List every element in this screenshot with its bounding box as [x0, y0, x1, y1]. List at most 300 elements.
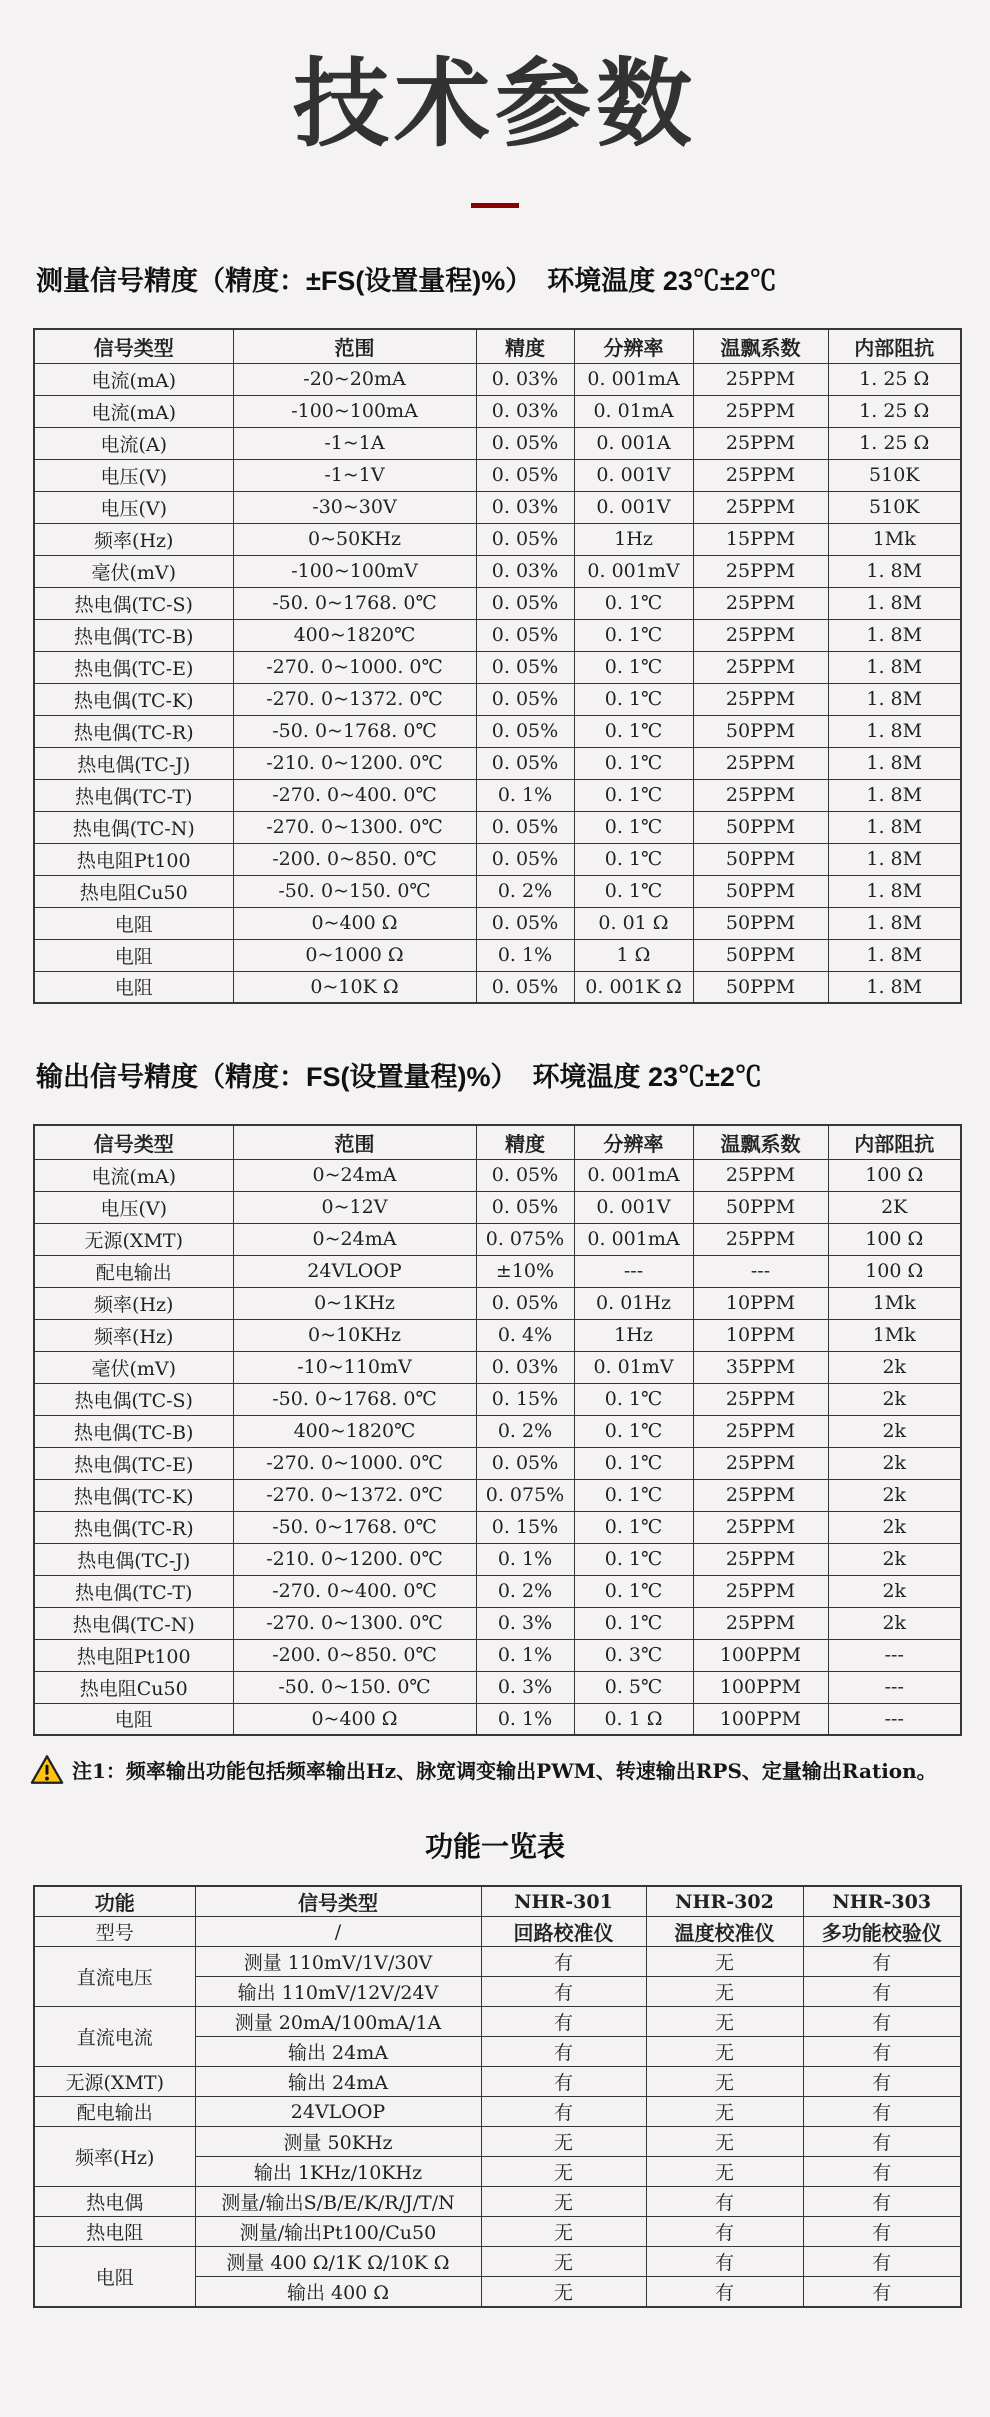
table-row — [34, 1607, 961, 1639]
table-cell: 热电偶(TC-B) — [34, 1415, 233, 1447]
table-cell: 1. 8M — [828, 811, 961, 843]
table-cell: 25PPM — [693, 1447, 828, 1479]
table-cell: 有 — [803, 2007, 961, 2037]
table-cell: 热电偶(TC-E) — [34, 651, 233, 683]
table-cell: 0. 075% — [476, 1479, 574, 1511]
table-cell: 25PPM — [693, 747, 828, 779]
table-cell: 510K — [828, 459, 961, 491]
table-cell: 1Mk — [828, 523, 961, 555]
table-row — [34, 2247, 961, 2277]
table-cell: 25PPM — [693, 1383, 828, 1415]
table-cell: 100PPM — [693, 1703, 828, 1735]
table-row — [34, 779, 961, 811]
table-cell: 0. 001V — [574, 1191, 693, 1223]
table-cell: 0. 1℃ — [574, 747, 693, 779]
table-cell: 400~1820℃ — [233, 1415, 476, 1447]
table-cell: 0. 3% — [476, 1607, 574, 1639]
measure-table-header-row — [34, 329, 961, 363]
table-cell: 0. 3% — [476, 1671, 574, 1703]
table-row — [34, 875, 961, 907]
table-cell: 无 — [646, 1947, 803, 1977]
table-cell: 1Mk — [828, 1319, 961, 1351]
table-cell: 2k — [828, 1511, 961, 1543]
table-cell: -30~30V — [233, 491, 476, 523]
note-1 — [30, 1754, 990, 1785]
table-cell: 1. 8M — [828, 875, 961, 907]
table-row — [34, 1255, 961, 1287]
table-cell: 有 — [646, 2277, 803, 2307]
table-cell: 50PPM — [693, 875, 828, 907]
table-cell: 0. 1℃ — [574, 1415, 693, 1447]
function-group-cell: 热电阻 — [34, 2217, 195, 2247]
table-cell: 100 Ω — [828, 1255, 961, 1287]
table-cell: 0~400 Ω — [233, 1703, 476, 1735]
table-cell: 0. 1℃ — [574, 587, 693, 619]
table-cell: 电流(mA) — [34, 395, 233, 427]
functions-table-subheader-row — [34, 1917, 961, 1947]
table-cell: 无 — [481, 2277, 646, 2307]
table-cell: 热电偶(TC-J) — [34, 747, 233, 779]
table-row — [34, 1159, 961, 1191]
table-cell: 1Mk — [828, 1287, 961, 1319]
table-cell: 25PPM — [693, 555, 828, 587]
table-cell: 0. 1℃ — [574, 1607, 693, 1639]
table-cell: 0. 03% — [476, 1351, 574, 1383]
table-row — [34, 1415, 961, 1447]
table-row — [34, 587, 961, 619]
table-cell: 0. 1℃ — [574, 715, 693, 747]
table-cell: 无 — [481, 2247, 646, 2277]
table-cell: 电阻 — [34, 971, 233, 1003]
table-cell: 1. 8M — [828, 651, 961, 683]
table-cell: 0. 001mA — [574, 1223, 693, 1255]
table-cell: 0. 05% — [476, 587, 574, 619]
table-cell: 1 Ω — [574, 939, 693, 971]
table-cell: 1. 8M — [828, 555, 961, 587]
subheader-cell: 温度校准仪 — [646, 1917, 803, 1947]
output-section-heading: 输出信号精度（精度：FS(设置量程)%） 环境温度 23℃±2℃ — [36, 1062, 762, 1093]
table-cell: 25PPM — [693, 1543, 828, 1575]
table-row — [34, 683, 961, 715]
table-cell: -1~1A — [233, 427, 476, 459]
table-cell: 0~10K Ω — [233, 971, 476, 1003]
table-cell: 0. 05% — [476, 683, 574, 715]
table-cell: -270. 0~1300. 0℃ — [233, 811, 476, 843]
table-row — [34, 1447, 961, 1479]
function-group-cell: 频率(Hz) — [34, 2127, 195, 2187]
table-cell: 0. 03% — [476, 555, 574, 587]
table-cell: 0. 01Hz — [574, 1287, 693, 1319]
table-cell: 25PPM — [693, 1223, 828, 1255]
table-row — [34, 427, 961, 459]
table-cell: 2k — [828, 1575, 961, 1607]
table-cell: 有 — [481, 2067, 646, 2097]
table-cell: 0. 05% — [476, 651, 574, 683]
table-cell: 35PPM — [693, 1351, 828, 1383]
table-cell: 0. 01mV — [574, 1351, 693, 1383]
table-cell: -50. 0~1768. 0℃ — [233, 587, 476, 619]
table-cell: 0. 1℃ — [574, 651, 693, 683]
table-cell: 0. 1℃ — [574, 1575, 693, 1607]
table-cell: 0. 05% — [476, 907, 574, 939]
table-cell: 有 — [803, 2067, 961, 2097]
table-cell: 有 — [481, 2037, 646, 2067]
table-cell: 1. 8M — [828, 683, 961, 715]
table-cell: 0. 1℃ — [574, 1479, 693, 1511]
table-row — [34, 1511, 961, 1543]
table-row — [34, 363, 961, 395]
column-header: 分辨率 — [574, 329, 693, 363]
table-cell: 热电阻Pt100 — [34, 843, 233, 875]
table-cell: -270. 0~1372. 0℃ — [233, 683, 476, 715]
table-cell: 电阻 — [34, 907, 233, 939]
table-cell: 无 — [646, 1977, 803, 2007]
table-cell: 0. 15% — [476, 1383, 574, 1415]
table-cell: 0. 001V — [574, 491, 693, 523]
table-cell: 无 — [646, 2007, 803, 2037]
table-cell: 热电偶(TC-T) — [34, 1575, 233, 1607]
table-cell: 0. 1℃ — [574, 619, 693, 651]
table-cell: 输出 1KHz/10KHz — [195, 2157, 481, 2187]
column-header: NHR-303 — [803, 1886, 961, 1917]
table-row — [34, 843, 961, 875]
table-cell: 0. 5℃ — [574, 1671, 693, 1703]
table-cell: -50. 0~150. 0℃ — [233, 1671, 476, 1703]
table-cell: 有 — [803, 2157, 961, 2187]
column-header: 内部阻抗 — [828, 329, 961, 363]
table-cell: --- — [693, 1255, 828, 1287]
table-cell: 输出 400 Ω — [195, 2277, 481, 2307]
table-cell: 0. 1% — [476, 939, 574, 971]
functions-table-header-row — [34, 1886, 961, 1917]
table-cell: 0. 001V — [574, 459, 693, 491]
table-row — [34, 2127, 961, 2157]
table-cell: 0~50KHz — [233, 523, 476, 555]
table-cell: 输出 110mV/12V/24V — [195, 1977, 481, 2007]
table-row — [34, 939, 961, 971]
table-cell: -210. 0~1200. 0℃ — [233, 747, 476, 779]
table-cell: 热电偶(TC-J) — [34, 1543, 233, 1575]
table-cell: 有 — [481, 1947, 646, 1977]
table-row — [34, 907, 961, 939]
table-cell: 有 — [646, 2247, 803, 2277]
table-cell: 100 Ω — [828, 1223, 961, 1255]
column-header: NHR-301 — [481, 1886, 646, 1917]
table-cell: 0. 3℃ — [574, 1639, 693, 1671]
table-cell: 电流(mA) — [34, 1159, 233, 1191]
table-row — [34, 2007, 961, 2037]
table-cell: 有 — [481, 2097, 646, 2127]
table-cell: 50PPM — [693, 843, 828, 875]
table-cell: 100PPM — [693, 1671, 828, 1703]
table-cell: 0. 05% — [476, 1287, 574, 1319]
column-header: 分辨率 — [574, 1125, 693, 1159]
table-cell: 0. 15% — [476, 1511, 574, 1543]
table-cell: 0. 05% — [476, 459, 574, 491]
table-cell: 有 — [803, 2037, 961, 2067]
function-group-cell: 直流电流 — [34, 2007, 195, 2067]
table-cell: 25PPM — [693, 587, 828, 619]
table-cell: 有 — [803, 2097, 961, 2127]
table-cell: -270. 0~1000. 0℃ — [233, 1447, 476, 1479]
table-cell: 0. 1℃ — [574, 779, 693, 811]
table-cell: 热电偶(TC-K) — [34, 683, 233, 715]
table-cell: 无 — [646, 2037, 803, 2067]
function-group-cell: 直流电压 — [34, 1947, 195, 2007]
table-row — [34, 2067, 961, 2097]
table-row — [34, 2217, 961, 2247]
table-row — [34, 651, 961, 683]
table-cell: 无 — [481, 2187, 646, 2217]
table-cell: 50PPM — [693, 907, 828, 939]
table-cell: -270. 0~1372. 0℃ — [233, 1479, 476, 1511]
column-header: 信号类型 — [34, 329, 233, 363]
table-cell: 热电偶(TC-S) — [34, 587, 233, 619]
column-header: NHR-302 — [646, 1886, 803, 1917]
table-cell: 测量 50KHz — [195, 2127, 481, 2157]
table-row — [34, 1947, 961, 1977]
table-cell: 热电偶(TC-R) — [34, 1511, 233, 1543]
functions-section-heading: 功能一览表 — [424, 1831, 565, 1863]
table-cell: 0. 03% — [476, 491, 574, 523]
table-cell: 热电阻Cu50 — [34, 1671, 233, 1703]
table-cell: 1. 8M — [828, 971, 961, 1003]
table-cell: 2k — [828, 1447, 961, 1479]
table-cell: 频率(Hz) — [34, 1287, 233, 1319]
table-cell: 1. 8M — [828, 587, 961, 619]
table-cell: 测量/输出Pt100/Cu50 — [195, 2217, 481, 2247]
function-group-cell: 热电偶 — [34, 2187, 195, 2217]
table-cell: 0. 001K Ω — [574, 971, 693, 1003]
table-cell: 有 — [803, 2247, 961, 2277]
table-cell: 热电偶(TC-S) — [34, 1383, 233, 1415]
table-cell: 0. 05% — [476, 971, 574, 1003]
table-cell: 0. 001mA — [574, 363, 693, 395]
table-cell: --- — [828, 1639, 961, 1671]
table-cell: 无源(XMT) — [34, 1223, 233, 1255]
table-row — [34, 491, 961, 523]
table-cell: 有 — [803, 2127, 961, 2157]
table-cell: 频率(Hz) — [34, 1319, 233, 1351]
table-cell: 0. 1% — [476, 1639, 574, 1671]
table-cell: -270. 0~1300. 0℃ — [233, 1607, 476, 1639]
table-cell: 热电阻Pt100 — [34, 1639, 233, 1671]
table-cell: 热电偶(TC-K) — [34, 1479, 233, 1511]
table-cell: 0. 05% — [476, 811, 574, 843]
column-header: 内部阻抗 — [828, 1125, 961, 1159]
table-cell: 有 — [803, 1977, 961, 2007]
table-cell: 无 — [481, 2157, 646, 2187]
table-row — [34, 1319, 961, 1351]
table-cell: 0. 2% — [476, 1415, 574, 1447]
table-cell: 25PPM — [693, 491, 828, 523]
table-cell: 0. 05% — [476, 619, 574, 651]
table-row — [34, 747, 961, 779]
table-cell: 1. 8M — [828, 715, 961, 747]
table-cell: 50PPM — [693, 715, 828, 747]
table-cell: 0. 1% — [476, 1543, 574, 1575]
table-cell: 测量 110mV/1V/30V — [195, 1947, 481, 1977]
table-cell: 0. 001A — [574, 427, 693, 459]
table-row — [34, 1223, 961, 1255]
table-cell: 0. 05% — [476, 747, 574, 779]
table-cell: 1. 25 Ω — [828, 427, 961, 459]
title-underline-decoration — [471, 203, 519, 208]
table-cell: --- — [828, 1703, 961, 1735]
table-cell: 0. 075% — [476, 1223, 574, 1255]
table-row — [34, 2187, 961, 2217]
table-cell: -100~100mA — [233, 395, 476, 427]
table-cell: 25PPM — [693, 683, 828, 715]
table-cell: 0. 03% — [476, 363, 574, 395]
table-cell: 0. 1℃ — [574, 811, 693, 843]
table-cell: 2k — [828, 1543, 961, 1575]
table-cell: 400~1820℃ — [233, 619, 476, 651]
table-cell: 无 — [646, 2067, 803, 2097]
table-row — [34, 1639, 961, 1671]
column-header: 信号类型 — [195, 1886, 481, 1917]
page-title: 技术参数 — [293, 51, 697, 158]
table-cell: 0. 1% — [476, 1703, 574, 1735]
column-header: 功能 — [34, 1886, 195, 1917]
table-cell: 1. 25 Ω — [828, 395, 961, 427]
table-cell: 0~24mA — [233, 1159, 476, 1191]
column-header: 范围 — [233, 329, 476, 363]
table-cell: 无 — [481, 2127, 646, 2157]
table-cell: 1. 8M — [828, 843, 961, 875]
table-cell: 25PPM — [693, 651, 828, 683]
output-spec-table — [33, 1124, 962, 1736]
table-cell: 0. 1℃ — [574, 1383, 693, 1415]
measure-section-heading: 测量信号精度（精度：±FS(设置量程)%） 环境温度 23℃±2℃ — [36, 266, 777, 297]
table-cell: 2k — [828, 1383, 961, 1415]
table-cell: ±10% — [476, 1255, 574, 1287]
table-cell: 25PPM — [693, 395, 828, 427]
table-cell: 无 — [646, 2127, 803, 2157]
table-cell: 1Hz — [574, 1319, 693, 1351]
table-cell: 有 — [803, 1947, 961, 1977]
subheader-cell: 多功能校验仪 — [803, 1917, 961, 1947]
table-cell: 100 Ω — [828, 1159, 961, 1191]
table-cell: 1. 8M — [828, 907, 961, 939]
table-row — [34, 459, 961, 491]
table-row — [34, 1351, 961, 1383]
table-cell: 0. 001mV — [574, 555, 693, 587]
output-table-header-row — [34, 1125, 961, 1159]
table-cell: 50PPM — [693, 971, 828, 1003]
table-cell: 热电偶(TC-N) — [34, 1607, 233, 1639]
table-cell: 有 — [803, 2217, 961, 2247]
table-cell: 0. 05% — [476, 1159, 574, 1191]
table-row — [34, 1671, 961, 1703]
table-cell: 15PPM — [693, 523, 828, 555]
table-cell: 25PPM — [693, 1575, 828, 1607]
table-row — [34, 1543, 961, 1575]
table-row — [34, 1383, 961, 1415]
table-cell: 有 — [481, 2007, 646, 2037]
table-cell: -270. 0~400. 0℃ — [233, 779, 476, 811]
warning-triangle-icon — [30, 1754, 64, 1785]
function-group-cell: 无源(XMT) — [34, 2067, 195, 2097]
table-cell: 0. 1℃ — [574, 1447, 693, 1479]
table-cell: 无 — [481, 2217, 646, 2247]
table-cell: -200. 0~850. 0℃ — [233, 1639, 476, 1671]
subheader-cell: / — [195, 1917, 481, 1947]
table-cell: 510K — [828, 491, 961, 523]
table-cell: 有 — [481, 1977, 646, 2007]
table-row — [34, 1575, 961, 1607]
table-cell: 1Hz — [574, 523, 693, 555]
table-cell: 0. 05% — [476, 523, 574, 555]
table-cell: 0. 05% — [476, 843, 574, 875]
table-row — [34, 555, 961, 587]
table-cell: -100~100mV — [233, 555, 476, 587]
table-row — [34, 715, 961, 747]
table-cell: 电流(mA) — [34, 363, 233, 395]
table-cell: 0~24mA — [233, 1223, 476, 1255]
table-cell: 25PPM — [693, 427, 828, 459]
table-cell: -200. 0~850. 0℃ — [233, 843, 476, 875]
table-cell: -50. 0~150. 0℃ — [233, 875, 476, 907]
table-cell: 1. 8M — [828, 747, 961, 779]
functions-table — [33, 1885, 962, 2308]
table-cell: 0. 01mA — [574, 395, 693, 427]
table-cell: 0. 1℃ — [574, 683, 693, 715]
column-header: 信号类型 — [34, 1125, 233, 1159]
table-cell: 0. 2% — [476, 875, 574, 907]
table-cell: 0. 4% — [476, 1319, 574, 1351]
table-cell: 0~12V — [233, 1191, 476, 1223]
table-cell: 0. 05% — [476, 427, 574, 459]
table-row — [34, 971, 961, 1003]
table-cell: 毫伏(mV) — [34, 555, 233, 587]
table-cell: 热电阻Cu50 — [34, 875, 233, 907]
table-cell: 测量 20mA/100mA/1A — [195, 2007, 481, 2037]
table-cell: -20~20mA — [233, 363, 476, 395]
table-cell: 热电偶(TC-R) — [34, 715, 233, 747]
subheader-cell: 型号 — [34, 1917, 195, 1947]
table-cell: 0. 01 Ω — [574, 907, 693, 939]
column-header: 精度 — [476, 329, 574, 363]
table-cell: 热电偶(TC-E) — [34, 1447, 233, 1479]
table-cell: --- — [574, 1255, 693, 1287]
table-cell: 1. 8M — [828, 779, 961, 811]
table-cell: 电压(V) — [34, 1191, 233, 1223]
table-cell: 有 — [646, 2187, 803, 2217]
table-cell: 电阻 — [34, 1703, 233, 1735]
table-row — [34, 1287, 961, 1319]
column-header: 温飘系数 — [693, 329, 828, 363]
table-cell: 25PPM — [693, 1607, 828, 1639]
table-row — [34, 1703, 961, 1735]
table-cell: 电压(V) — [34, 459, 233, 491]
table-cell: 25PPM — [693, 1159, 828, 1191]
table-cell: 10PPM — [693, 1319, 828, 1351]
function-group-cell: 配电输出 — [34, 2097, 195, 2127]
table-cell: 输出 24mA — [195, 2067, 481, 2097]
table-cell: 25PPM — [693, 619, 828, 651]
table-cell: 无 — [646, 2097, 803, 2127]
table-cell: 0~10KHz — [233, 1319, 476, 1351]
table-cell: 电阻 — [34, 939, 233, 971]
table-row — [34, 811, 961, 843]
table-cell: 热电偶(TC-N) — [34, 811, 233, 843]
table-cell: -270. 0~1000. 0℃ — [233, 651, 476, 683]
table-cell: 0. 1℃ — [574, 1511, 693, 1543]
table-cell: 100PPM — [693, 1639, 828, 1671]
table-cell: 测量/输出S/B/E/K/R/J/T/N — [195, 2187, 481, 2217]
table-cell: -1~1V — [233, 459, 476, 491]
